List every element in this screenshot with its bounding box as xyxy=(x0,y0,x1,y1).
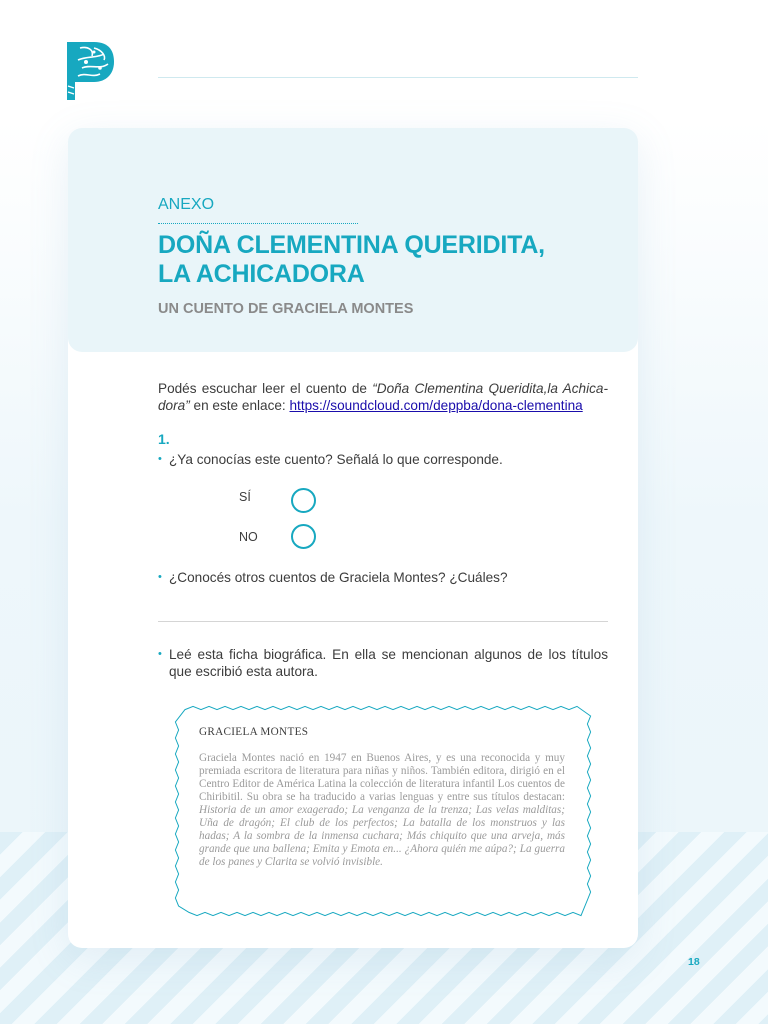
bullet-icon: • xyxy=(158,648,162,660)
province-logo xyxy=(64,40,116,102)
title-line-2: LA ACHICADORA xyxy=(158,260,365,288)
option-si-checkbox[interactable] xyxy=(291,488,316,513)
intro-paragraph xyxy=(158,380,608,414)
page-subtitle: UN CUENTO DE GRACIELA MONTES xyxy=(158,301,414,317)
bullet-icon: • xyxy=(158,453,162,465)
kicker-divider xyxy=(158,223,358,224)
bio-text xyxy=(199,752,565,869)
bullet-icon: • xyxy=(158,571,162,583)
question-other-stories xyxy=(158,569,608,586)
bio-titles: Historia de un amor exagerado; La venganza de la trenza; Las velas malditas; Uña de dragón; El club de los perfectos; La batalla de los monstruos y las hadas; A la sombra de la inmensa cuchara; Más chiquito que una arveja, más grande que una ballena; Emita y Emota en... ¿Ahora quién me aúpa?; La guerra de los panes y Clarita se volvió invisible. xyxy=(199,804,565,868)
bio-heading: GRACIELA MONTES xyxy=(199,726,309,738)
page-title xyxy=(158,231,545,289)
page-number: 18 xyxy=(688,956,700,968)
intro-text-link-lead: en este enlace: xyxy=(189,398,290,413)
option-no-checkbox[interactable] xyxy=(291,524,316,549)
bio-plain-text: Graciela Montes nació en 1947 en Buenos Aires, y es una reconocida y muy premiada escritora de literatura para niñas y niños. También editora, dirigió en el Centro Editor de América Latina la colección de literatura infantil Los cuentos de Chiribitil. Su obra se ha traducido a varias lenguas y entre sus títulos destacan: xyxy=(199,752,565,803)
question-text: ¿Ya conocías este cuento? Señalá lo que corresponde. xyxy=(169,452,503,467)
soundcloud-link[interactable]: https://soundcloud.com/deppba/dona-clementina xyxy=(289,398,583,413)
answer-line[interactable] xyxy=(158,621,608,622)
option-si-label: SÍ xyxy=(239,490,251,504)
activity-number: 1. xyxy=(158,431,170,447)
instruction-text: Leé esta ficha biográfica. En ella se mencionan algunos de los títulos que escribió esta autora. xyxy=(169,647,608,679)
option-no-label: NO xyxy=(239,530,258,544)
story-title: “Doña Clementina Queridita,la Achica-dora” xyxy=(158,381,609,413)
question-text: ¿Conocés otros cuentos de Graciela Montes? ¿Cuáles? xyxy=(169,570,508,585)
section-kicker: ANEXO xyxy=(158,196,215,213)
title-line-1: DOÑA CLEMENTINA QUERIDITA, xyxy=(158,231,545,259)
top-rule xyxy=(158,77,638,78)
intro-text: Podés escuchar leer el cuento de xyxy=(158,381,373,396)
question-known-story xyxy=(158,451,608,468)
instruction-bio xyxy=(158,646,608,680)
